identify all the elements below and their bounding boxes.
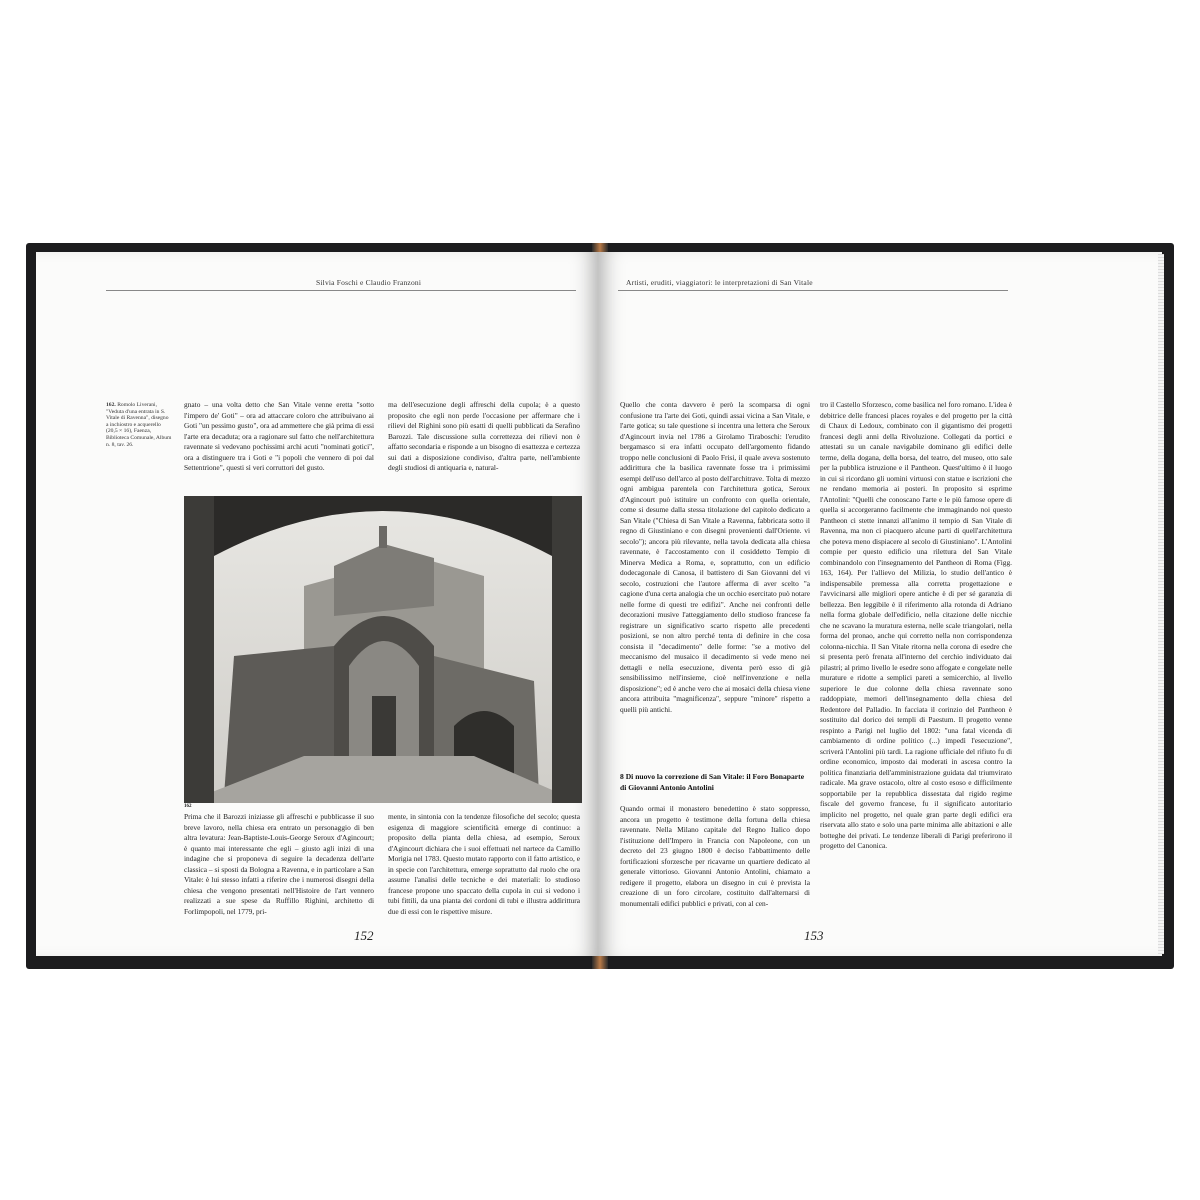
header-rule [106, 290, 576, 291]
text-column-2: tro il Castello Sforzesco, come basilica nel foro romano. L'idea è debitrice delle francesi places royales e del progetto per la città di Chaux di Ledoux, combinato con il gigantismo dei progetti francesi degli anni della Rivoluzione. Collegati da portici e attestati su un canale navigabile dominano gli edifici delle terme, della dogana, della borsa, del teatro, del museo, otto sale per la pubblica istruzione e il Pantheon. Quest'ultimo è il luogo in cui si ricordano gli uomini virtuosi con statue e iscrizioni che ne rendano memoria ai posteri. In proposito si esprime l'Antolini: "Quelli che conoscano l'arte e le più famose opere di quella si accorgeranno facilmente che immaginando noi questo Pantheon ci stette innanzi all'animo il tempio di San Vitale di Ravenna, ma non ci piacquero alcune parti di quell'architettura che poteva meno dispiacere al secolo di Giustiniano". L'Antolini compie per questo edificio una rilettura del San Vitale combinandolo con l'insegnamento del Pantheon di Roma (Figg. 163, 164). Per l'allievo del Milizia, lo studio dell'antico è indispensabile premessa alla corretta progettazione e l'avvicinarsi alle migliori opere antiche è di per sé garanzia di bellezza. Ben leggibile è il riferimento alla rotonda di Adriano nella forma globale dell'edificio, nella citazione delle nicchie che ne scavano la muratura esterna, nelle scale triangolari, nella forma del pronao, anche qui corretto nella non corrispondenza colonna-nicchia. Il San Vitale ritorna nella corona di esedre che si presenta però frenata all'interno del cerchio individuato dai pilastri; al primo livello le esedre sono affogate e congelate nelle murature e ridotte a semplici pareti a semicerchio, al livello superiore le due colonne della chiesa ravennate sono raddoppiate, memori dell'insegnamento della chiesa del Redentore del Palladio. In facciata il corinzio del Pantheon è sostituito dal dorico dei templi di Paestum. Il progetto venne respinto a Parigi nel luglio del 1802: "una fatal vicenda di cambiamento di ordine politico (...) impedì l'esecuzione", scriverà l'Antolini più tardi. La ragione ufficiale del rifiuto fu di ordine economico, imposto dai moderati in ascesa contro la politica finanziaria dell'amministrazione guidata dal triumvirato radicale. Ma grave ostacolo, oltre al costo esoso e difficilmente sopportabile per la repubblica dissestata dal rigido regime fiscale del governo francese, fu il significato autoritario implicito nel progetto, nel quale gran parte degli edifici era riservata allo stato e solo una parte minima alle abitazioni e alle botteghe dei privati. Le tendenze liberali di Parigi preferirono il progetto del Canonica. [820, 400, 1012, 850]
figure-number: 162 [184, 804, 192, 809]
text-column-1-top: Quello che conta davvero è però la scomparsa di ogni confusione tra l'arte dei Goti, quindi assai vicina a San Vitale, e l'arte gotica; su tale questione si incentra una lettera che Seroux d'Agincourt invia nel 1786 a Girolamo Tiraboschi: l'erudito bergamasco si era infatti occupato dell'argomento fidando troppo nelle conclusioni di Paolo Frisi, il quale aveva sostenuto addirittura che la basilica ravennate fosse tra i primissimi esempi dell'uso dell'arco al posto dell'architrave. Tolta di mezzo ogni ambigua parentela con l'architettura gotica, Seroux d'Agincourt può istituire un confronto con quella orientale, come si desume dalla stessa titolazione del capitolo dedicato a San Vitale ("Chiesa di San Vitale a Ravenna, fabbricata sotto il regno di Giustiniano e con disegni provenienti dall'Oriente. vi secolo"); ancora più rilevante, nella tavola dedicata alla chiesa ravennate, è l'accostamento con il cosiddetto Tempio di Minerva Medica a Roma, e, soprattutto, con un edificio dodecagonale di Canosa, il battistero di San Giovanni del vi secolo, costruzioni che l'autore afferma di aver scelto "a cagione d'una certa analogia che un occhio esercitato può notare nelle forme di questi tre edifizi". Anche nei confronti delle decorazioni musive l'atteggiamento dello studioso francese fa registrare un significativo scarto rispetto alle precedenti posizioni, se non altro perché tenta di definire in che cosa consista il "decadimento" delle forme: "se a motivo del meccanismo del musaico il decadimento si vede meno nei dettagli e nella esecuzione, diventa però esso di già sensibilissimo nell'insieme, cioè nell'invenzione e nella disposizione"; ed è anche vero che ai mosaici della chiesa viene ancora attribuita "magnificenza", seppure "minore" rispetto a quelli più antichi. [620, 400, 810, 714]
text-column-1-bottom: Quando ormai il monastero benedettino è stato soppresso, ancora un progetto è testimone della fortuna della chiesa ravennate. Nella Milano capitale del Regno Italico dopo l'istituzione dell'Impero in Francia con Napoleone, con un decreto del 23 giugno 1800 è deciso l'abbattimento delle fortificazioni sforzesche per ricavarne un quartiere dedicato al generale vittorioso. Giovanni Antonio Antolini, chiamato a redigere il progetto, elabora un disegno in cui è prevista la creazione di un foro circolare, costituito dall'alternarsi di monumentali edifici pubblici e privati, con al cen- [620, 804, 810, 908]
left-page [36, 252, 598, 956]
text-column-2-top: ma dell'esecuzione degli affreschi della cupola; è a questo proposito che egli non perde l'occasione per affermare che i rilievi del Righini sono più esatti di quelli pubblicati da Serafino Barozzi. Tale discussione sulla correttezza dei rilievi non è affatto secondaria e risponde a un bisogno di esattezza e certezza sui dati a disposizione condiviso, d'altra parte, nell'ambiente degli studiosi di antiquaria e, natural- [388, 400, 580, 472]
caption-number: 162. [106, 402, 116, 408]
figure-caption [106, 402, 172, 448]
caption-text: Romolo Liverani, "Veduta d'una entrata in S. Vitale di Ravenna", disegno a inchiostro e acquerello (20,5 × 16), Faenza, Biblioteca Comunale, Album n. 8, tav. 26. [106, 402, 172, 448]
san-vitale-drawing [184, 496, 582, 803]
text-column-1-bottom: Prima che il Barozzi iniziasse gli affreschi e pubblicasse il suo breve lavoro, nella chiesa era entrato un personaggio di ben altra levatura: Jean-Baptiste-Louis-George Seroux d'Agincourt; è quanto mai interessante che egli – giusto agli inizi di una indagine che si proponeva di seguire la decadenza dell'arte classica – si sposti da Bologna a Ravenna, e in particolare a San Vitale: è lui stesso infatti a riferire che i numerosi disegni della chiesa che vengono presentati nell'Histoire de l'art vennero realizzati a sue spese da Ruffillo Righini, architetto di Forlimpopoli, nel 1779, pri- [184, 812, 374, 916]
text-column-1-top: gnato – una volta detto che San Vitale venne eretta "sotto l'impero de' Goti" – ora ad attaccare coloro che attribuivano ai Goti "un pessimo gusto", ora ad ammettere che già prima di essi l'arte era decaduta; ora a ragionare sul fatto che nell'architettura ravennate si vedevano pochissimi archi acuti "nominati gotici", ora a distinguere tra i Goti e "i popoli che vennero di poi dal Settentrione", questi sì veri corruttori del gusto. [184, 400, 374, 472]
page-number-left: 152 [354, 928, 374, 943]
page-number-right: 153 [804, 928, 824, 943]
section-heading: 8 Di nuovo la correzione di San Vitale: il Foro Bonaparte di Giovanni Antonio Antolini [620, 772, 805, 792]
running-head-right: Artisti, eruditi, viaggiatori: le interpretazioni di San Vitale [626, 278, 813, 287]
page-block-edge [1158, 254, 1164, 954]
right-page [598, 252, 1162, 956]
text-column-2-bottom: mente, in sintonia con la tendenze filosofiche del secolo; questa esigenza di maggiore scientificità emerge di continuo: a proposito della pianta della chiesa, ad esempio, Seroux d'Agincourt dichiara che i suoi effettuati nel nartece da Camillo Morigia nel 1783. Questo mutato rapporto con il fatto artistico, e in specie con l'architettura, emerge soprattutto dal ruolo che ora assume l'analisi delle tecniche e dei materiali: lo studioso francese propone uno spaccato della cupola in cui si vedono i tubi fittili, da una pianta dei cordoni di tubi e illustra addirittura due di essi con le rispettive misure. [388, 812, 580, 916]
running-head-left: Silvia Foschi e Claudio Franzoni [316, 278, 422, 287]
engraving-figure [184, 496, 582, 803]
header-rule [618, 290, 1008, 291]
